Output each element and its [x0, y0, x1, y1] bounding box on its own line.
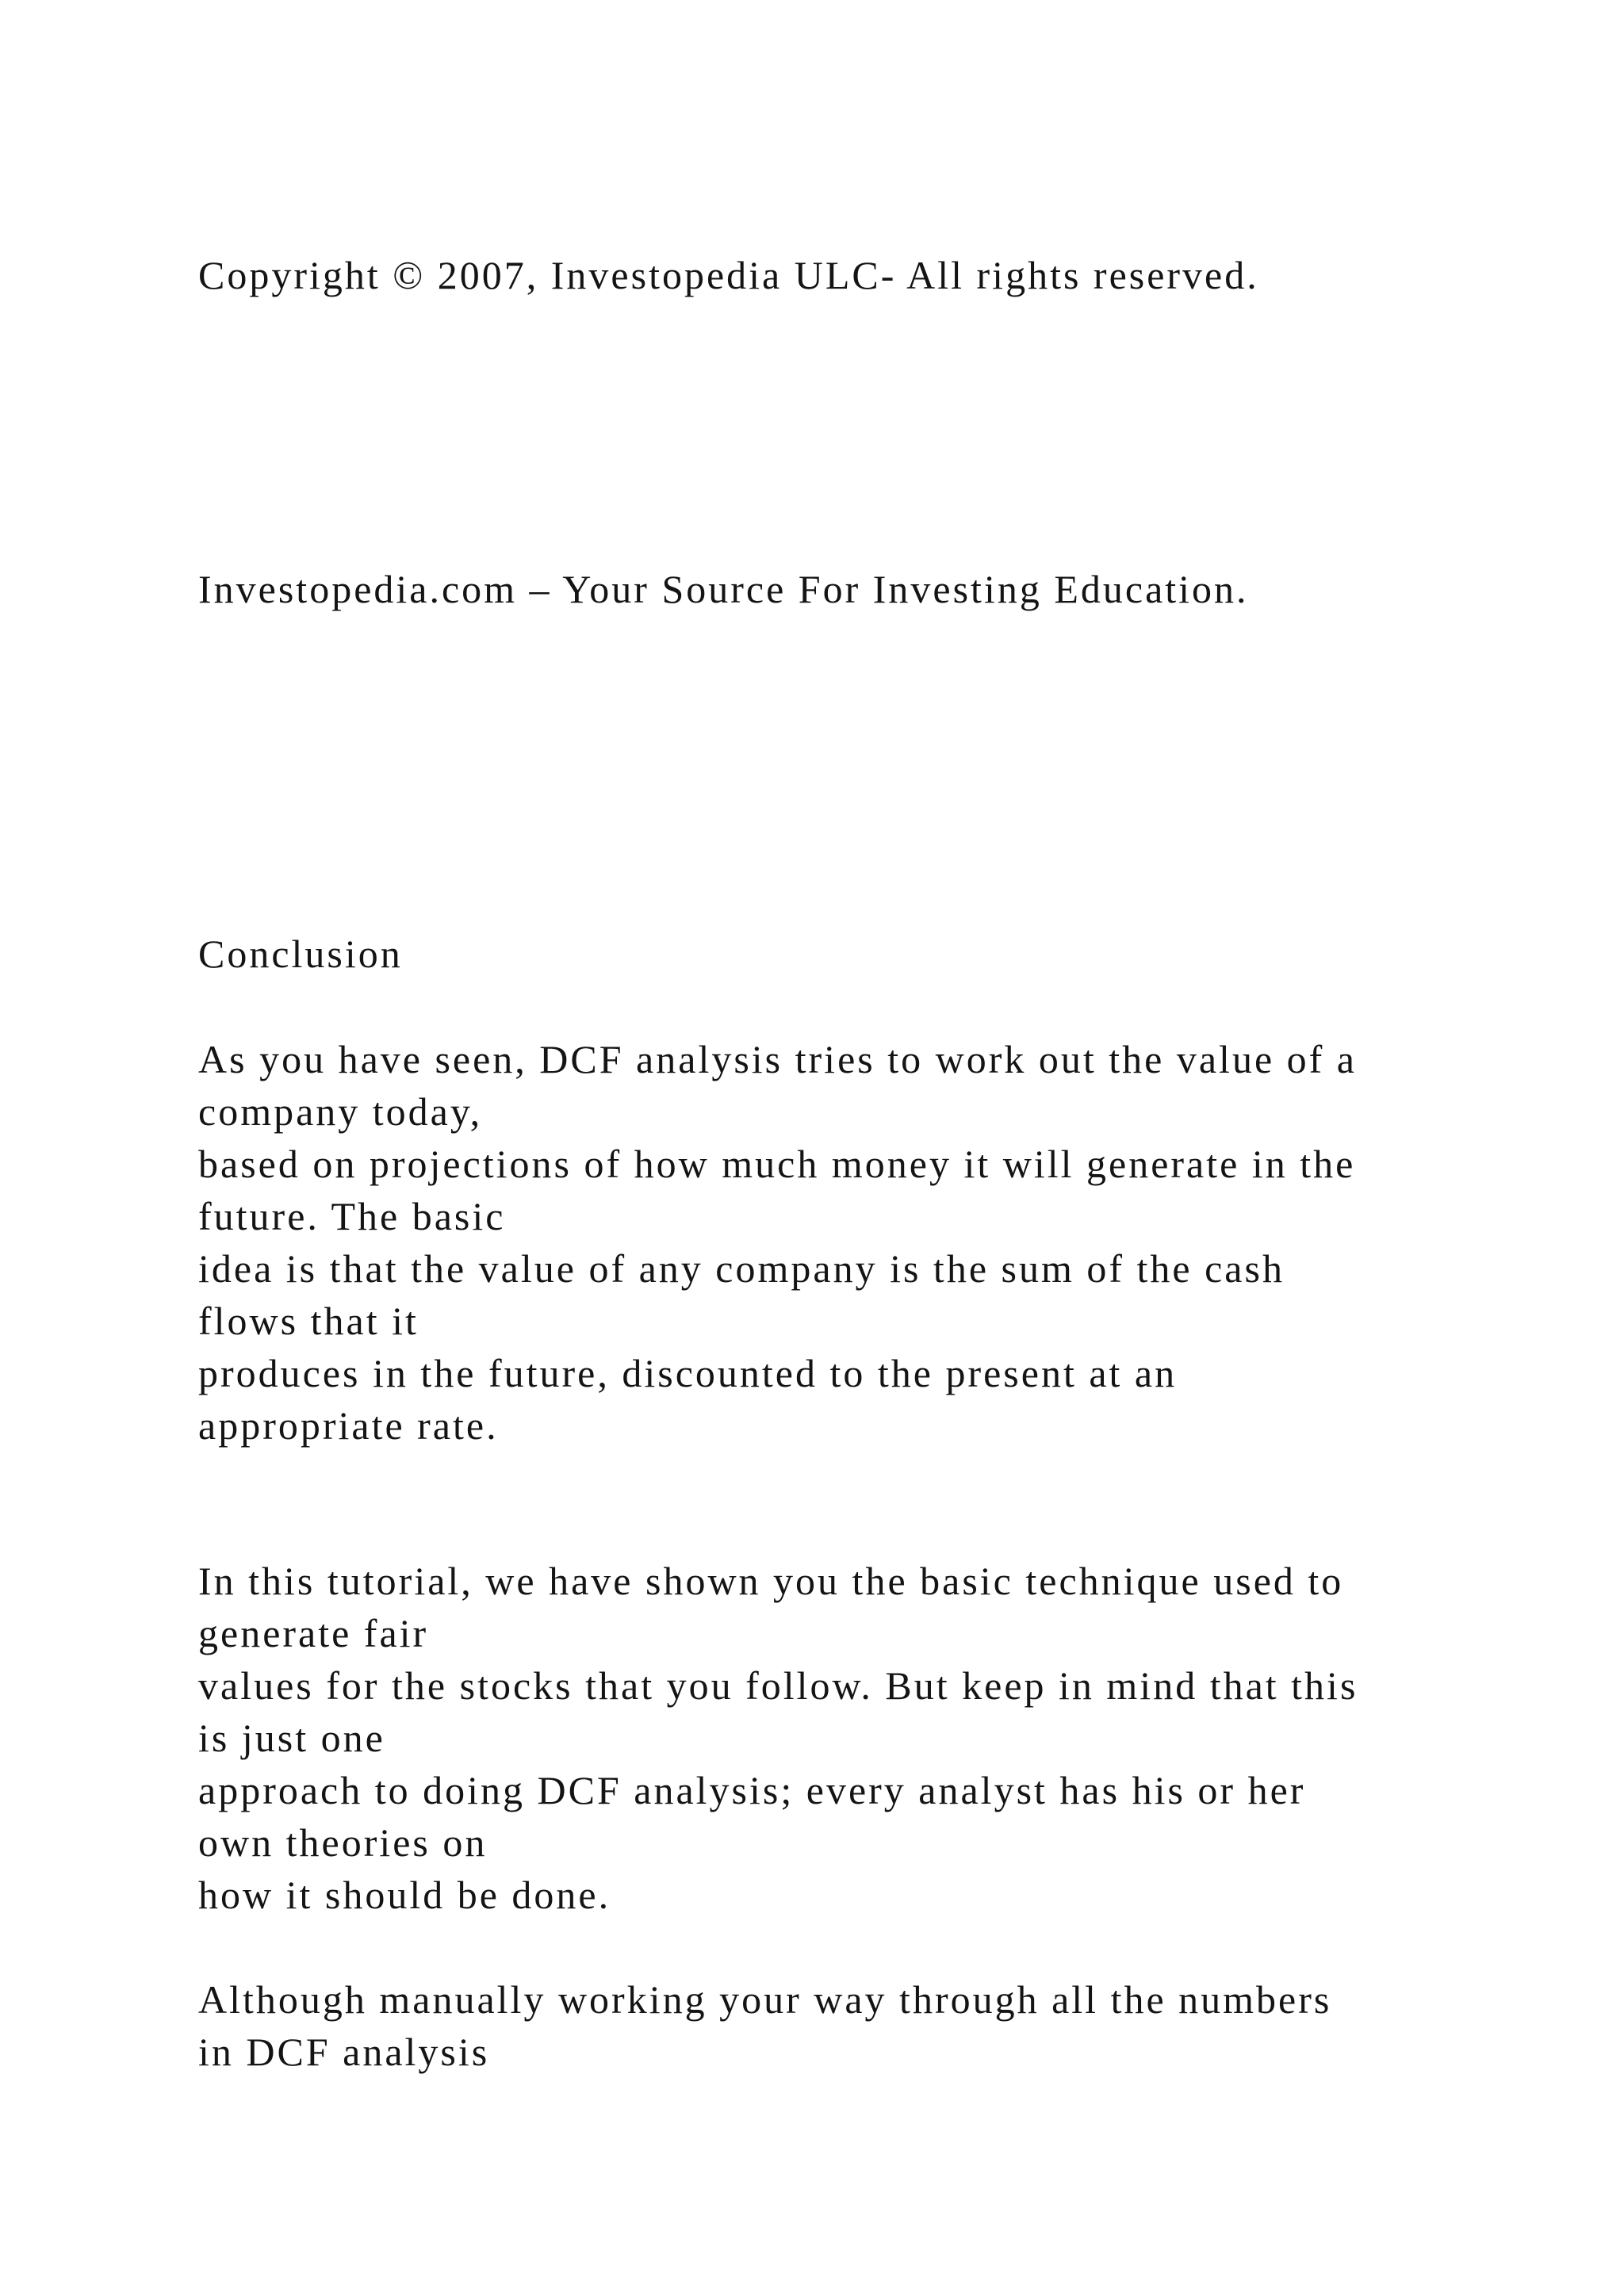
paragraph-1-line-6: flows that it [198, 1299, 419, 1343]
section-heading: Conclusion [198, 932, 403, 976]
paragraph-1-line-5: idea is that the value of any company is the sum of the cash [198, 1246, 1285, 1291]
paragraph-1-line-8: appropriate rate. [198, 1403, 499, 1448]
paragraph-1-line-1: As you have seen, DCF analysis tries to work out the value of a [198, 1037, 1357, 1081]
paragraph-2-line-3: values for the stocks that you follow. But keep in mind that this [198, 1663, 1358, 1708]
paragraph-1-line-4: future. The basic [198, 1194, 506, 1238]
paragraph-3-line-1: Although manually working your way through all the numbers [198, 1977, 1332, 2022]
paragraph-2-line-4: is just one [198, 1716, 385, 1760]
paragraph-3-line-2: in DCF analysis [198, 2030, 490, 2074]
paragraph-2-line-7: how it should be done. [198, 1873, 611, 1917]
paragraph-2-line-2: generate fair [198, 1611, 429, 1655]
tagline-line: Investopedia.com – Your Source For Investing Education. [198, 567, 1249, 611]
paragraph-2-line-1: In this tutorial, we have shown you the basic technique used to [198, 1559, 1344, 1603]
copyright-line: Copyright © 2007, Investopedia ULC- All rights reserved. [198, 253, 1259, 297]
paragraph-1-line-7: produces in the future, discounted to the present at an [198, 1351, 1178, 1395]
paragraph-1-line-3: based on projections of how much money it will generate in the [198, 1142, 1356, 1186]
paragraph-1-line-2: company today, [198, 1089, 483, 1134]
paragraph-2-line-5: approach to doing DCF analysis; every analyst has his or her [198, 1768, 1306, 1812]
paragraph-2-line-6: own theories on [198, 1820, 488, 1865]
